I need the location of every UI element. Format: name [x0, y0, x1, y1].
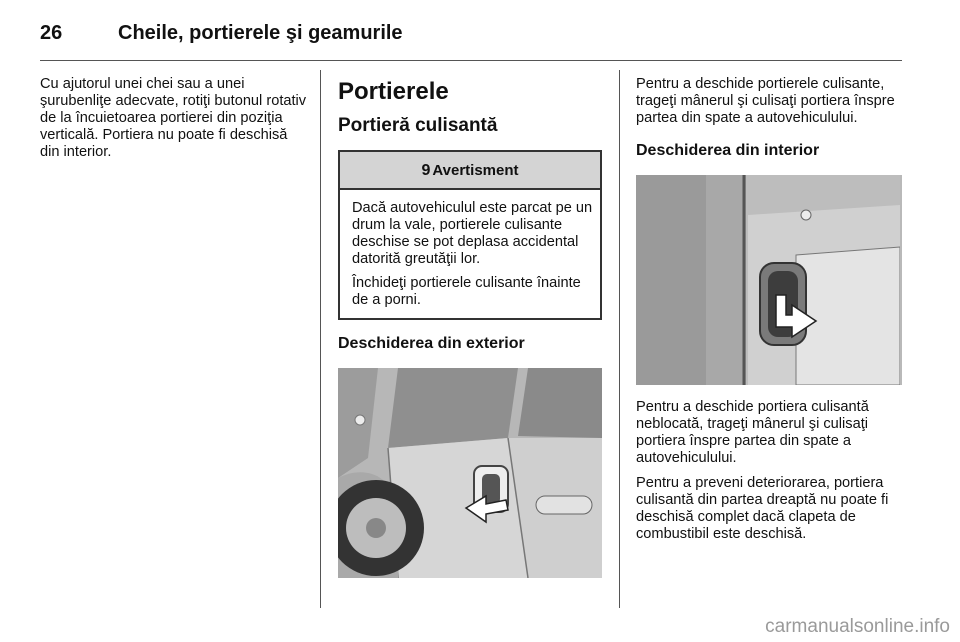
column-divider-left [320, 70, 321, 608]
interior-paragraph: Pentru a deschide portiera culisantă neblocată, trageţi mânerul şi culisaţi portiera înspre partea din spate a autovehiculului. [636, 399, 869, 466]
interior-door-illustration-svg [636, 175, 900, 385]
subsection-heading: Portieră culisantă [338, 115, 498, 136]
interior-opening-heading: Deschiderea din interior [636, 142, 820, 159]
warning-box [338, 150, 602, 320]
section-heading: Portierele [338, 78, 449, 105]
exterior-opening-heading: Deschiderea din exterior [338, 335, 525, 352]
interior-door-handle-illustration [636, 175, 902, 385]
opening-paragraph: Pentru a deschide portierele culisante, trageţi mânerul şi culisaţi portiera înspre partea din spate a autovehiculului. [636, 76, 895, 126]
watermark-text: carmanualsonline.info [765, 616, 950, 637]
chapter-title: Cheile, portierele şi geamurile [118, 22, 403, 44]
warning-body [340, 190, 600, 318]
warning-triangle-icon: 9 [421, 161, 431, 179]
exterior-door-handle-illustration [338, 368, 602, 578]
column-divider-right [619, 70, 620, 608]
damage-prevention-paragraph: Pentru a preveni deteriorarea, portiera culisantă din partea dreaptă nu poate fi deschisă complet dacă clapeta de combustibil este deschisă. [636, 475, 889, 542]
exterior-door-illustration-svg [338, 368, 602, 578]
column-middle [338, 76, 602, 592]
warning-paragraph: Dacă autovehiculul este parcat pe un drum la vale, portierele culisante deschise se pot deplasa accidental datorită greutăţii lor. [352, 200, 593, 267]
warning-header [340, 152, 600, 190]
header-rule [40, 60, 902, 61]
page-number: 26 [40, 22, 63, 44]
warning-paragraph: Închideţi portierele culisante înainte de a porni. [352, 275, 581, 308]
column-right [636, 76, 902, 551]
page-header [40, 22, 902, 60]
column-left [40, 76, 308, 169]
lock-instruction-paragraph: Cu ajutorul unei chei sau a unei şurubenliţe adecvate, rotiţi butonul rotativ de la încuietoarea portierei din poziţia verticală. Portiera nu poate fi deschisă din interior. [40, 76, 307, 160]
warning-title: Avertisment [432, 161, 519, 179]
